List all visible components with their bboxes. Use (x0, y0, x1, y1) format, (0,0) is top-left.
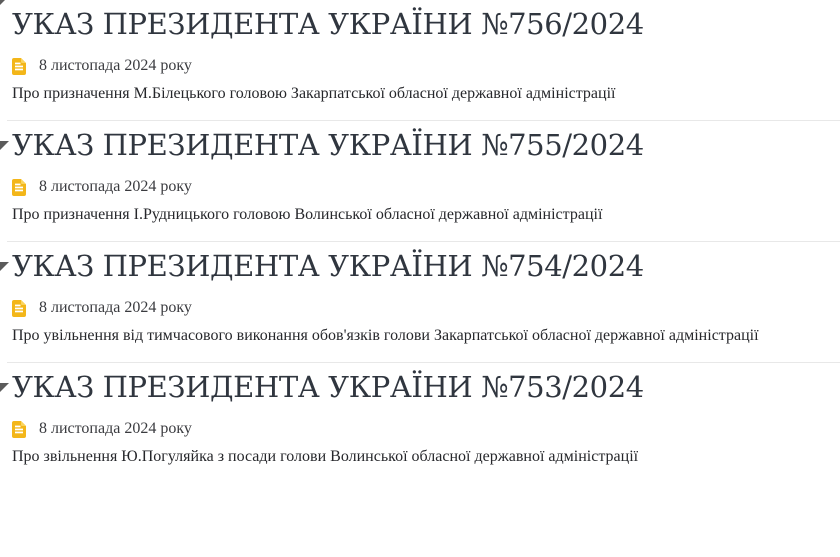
decree-description: Про призначення М.Білецького головою Закарпатської обласної державної адміністрації (12, 85, 616, 102)
document-icon (12, 300, 26, 317)
decree-description: Про звільнення Ю.Погуляйка з посади голови Волинської обласної державної адміністрації (12, 448, 639, 465)
date-row (12, 298, 830, 318)
decree-title-link[interactable]: УКАЗ ПРЕЗИДЕНТА УКРАЇНИ №755/2024 (12, 128, 644, 162)
left-edge-marker-icon (0, 0, 9, 5)
decree-date: 8 листопада 2024 року (39, 420, 192, 437)
decree-list-item (0, 121, 840, 225)
document-icon (12, 179, 26, 196)
left-edge-marker-icon (0, 383, 9, 392)
decree-title-link[interactable]: УКАЗ ПРЕЗИДЕНТА УКРАЇНИ №754/2024 (12, 249, 644, 283)
decree-date: 8 листопада 2024 року (39, 178, 192, 195)
decree-list-item (0, 242, 840, 346)
decree-title-link[interactable]: УКАЗ ПРЕЗИДЕНТА УКРАЇНИ №756/2024 (12, 7, 644, 41)
date-row (12, 419, 830, 439)
document-icon (12, 58, 26, 75)
decree-date: 8 листопада 2024 року (39, 299, 192, 316)
decree-description: Про призначення І.Рудницького головою Волинської обласної державної адміністрації (12, 206, 603, 223)
decree-title-link[interactable]: УКАЗ ПРЕЗИДЕНТА УКРАЇНИ №753/2024 (12, 370, 644, 404)
document-icon (12, 421, 26, 438)
decree-list-item (0, 363, 840, 467)
decree-description: Про увільнення від тимчасового виконання обов'язків голови Закарпатської обласної державної адміністрації (12, 327, 759, 344)
decree-date: 8 листопада 2024 року (39, 57, 192, 74)
left-edge-marker-icon (0, 262, 9, 271)
decree-list-item (0, 0, 840, 104)
left-edge-marker-icon (0, 141, 9, 150)
date-row (12, 56, 830, 76)
date-row (12, 177, 830, 197)
